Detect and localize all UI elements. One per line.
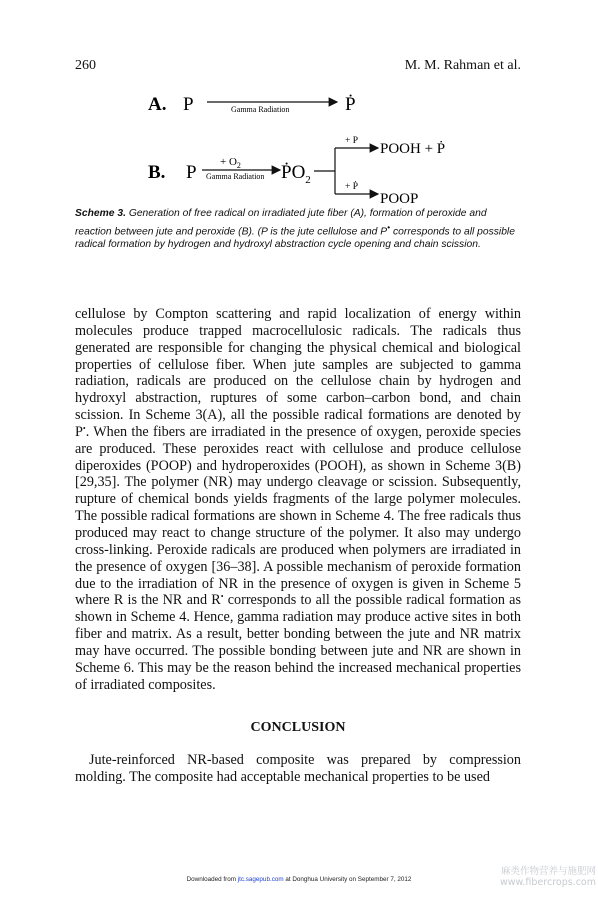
scheme-3-diagram <box>0 0 598 210</box>
watermark-line-1: 麻类作物营养与施肥网 <box>500 866 596 877</box>
scheme-b-reactant: P <box>186 162 197 183</box>
site-watermark <box>484 866 596 888</box>
scheme-a-condition: Gamma Radiation <box>231 105 290 114</box>
footer-link[interactable]: jtc.sagepub.com <box>237 876 284 883</box>
lower-product: POOP <box>380 191 419 207</box>
scheme-caption <box>75 208 525 251</box>
body-part-1: cellulose by Compton scattering and rapid localization of energy within molecules produce trapped macrocellulosic radicals. The radicals thus generated are responsible for changing the physical chemical and biological properties of cellulose fiber. When jute samples are subjected to gamma radiation, radicals are produced on the cellulose chain by hydrogen and hydroxyl abstraction, ruptures of some carbon–carbon bond, and chain scission. In Scheme 3(A), all the possible radical formations are denoted by P <box>75 306 521 440</box>
watermark-line-2: www.fibercrops.com <box>499 877 596 888</box>
caption-text-b: corresponds to all possible radical formation by hydrogen and hydroxyl abstraction cycle opening and chain scission. <box>75 226 515 250</box>
upper-product: POOH + Ṗ <box>380 141 446 157</box>
body-paragraph <box>75 306 521 693</box>
radical-dot-2: • <box>220 592 224 602</box>
body-part-3: corresponds to all the possible radical formation as shown in Scheme 4. Hence, gamma radiation may produce active sites in both fiber and matrix. As a result, better bonding between the jute and NR matrix may have occurred. The possible bonding between jute and NR are shown in Scheme 6. This may be the reason behind the increased mechanical properties of irradiated composites. <box>75 592 522 693</box>
caption-text-a: Generation of free radical on irradiated jute fiber (A), formation of peroxide and reaction between jute and peroxide (B). (P is the jute cellulose and P <box>75 208 487 238</box>
body-part-2: . When the fibers are irradiated in the presence of oxygen, peroxide species are produced. These peroxides react with cellulose and produce cellulose diperoxides (POOP) and hydroperoxides (POOH), as shown in Scheme 3(B) [29,35]. The polymer (NR) may undergo cleavage or scission. Subsequently, rupture of chemical bonds yields fragments of the large polymer molecules. The possible radical formations are shown in Scheme 4. The free radicals thus produced may react to change structure of the polymer. It also may undergo cross-linking. Peroxide radicals are produced when polymers are irradiated in the presence of oxygen [36–38]. A possible mechanism of peroxide formation due to the irradiation of NR in the presence of oxygen is given in Scheme 5 where R is the NR and R <box>75 423 521 609</box>
page-number: 260 <box>75 58 96 73</box>
footer-suffix: at Donghua University on September 7, 2012 <box>283 876 412 883</box>
scheme-a-label: A. <box>148 94 167 115</box>
upper-reagent: + P <box>345 136 359 146</box>
caption-radical-dot: • <box>387 221 391 232</box>
scheme-a-product: Ṗ <box>345 94 356 115</box>
scheme-b-o2: + $O_2$ <box>220 156 241 170</box>
scheme-a-reactant: P <box>183 94 194 115</box>
scheme-b-label: B. <box>148 162 166 183</box>
scheme-b-intermediate: ṖO$_2$ <box>281 162 311 186</box>
conclusion-text: Jute-reinforced NR-based composite was prepared by compression molding. The composite had acceptable mechanical properties to be used <box>75 752 521 785</box>
running-authors: M. M. Rahman et al. <box>404 58 521 73</box>
scheme-b-condition: Gamma Radiation <box>206 172 265 181</box>
conclusion-paragraph <box>75 752 521 786</box>
lower-reagent: + Ṗ <box>345 182 359 192</box>
conclusion-heading: CONCLUSION <box>250 720 346 735</box>
footer-prefix: Downloaded from <box>186 876 238 883</box>
radical-dot-1: • <box>82 423 86 433</box>
caption-label: Scheme 3. <box>75 208 126 219</box>
